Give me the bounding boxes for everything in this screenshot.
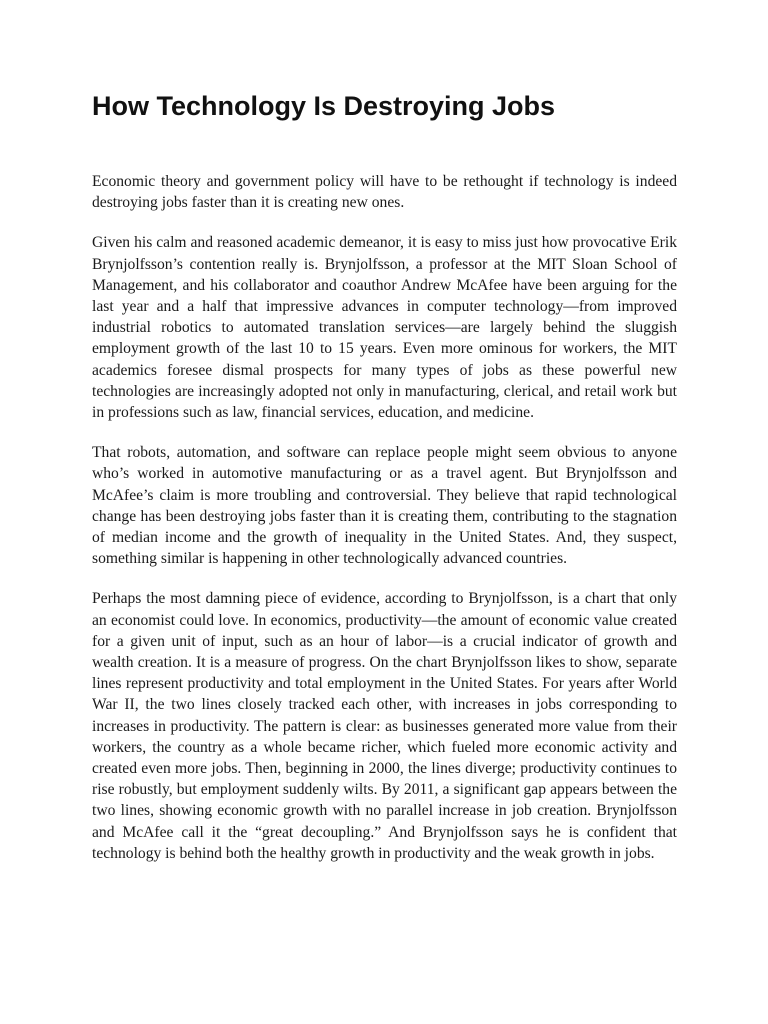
article-title: How Technology Is Destroying Jobs	[92, 91, 556, 121]
paragraph-intro: Economic theory and government policy will have to be rethought if technology is indeed destroying jobs faster than it is creating new ones.	[92, 173, 677, 212]
paragraph-brynjolfsson-contention: Given his calm and reasoned academic demeanor, it is easy to miss just how provocative Erik Brynjolfsson’s contention really is. Brynjolfsson, a professor at the MIT Sloan School of Management, and his collaborator and coauthor Andrew McAfee have been arguing for the last year and a half that impressive advances in computer technology—from improved industrial robotics to automated translation services—are largely behind the sluggish employment growth of the last 10 to 15 years. Even more ominous for workers, the MIT academics foresee dismal prospects for many types of jobs as these powerful new technologies are increasingly adopted not only in manufacturing, clerical, and retail work but in professions such as law, financial services, education, and medicine.	[92, 234, 677, 422]
article-body	[92, 171, 677, 883]
paragraph-robots-automation: That robots, automation, and software can replace people might seem obvious to anyone who’s worked in automotive manufacturing or as a travel agent. But Brynjolfsson and McAfee’s claim is more troubling and controversial. They believe that rapid technological change has been destroying jobs faster than it is creating them, contributing to the stagnation of median income and the growth of inequality in the United States. And, they suspect, something similar is happening in other technologically advanced countries.	[92, 444, 677, 568]
paragraph-great-decoupling: Perhaps the most damning piece of evidence, according to Brynjolfsson, is a chart that only an economist could love. In economics, productivity—the amount of economic value created for a given unit of input, such as an hour of labor—is a crucial indicator of growth and wealth creation. It is a measure of progress. On the chart Brynjolfsson likes to show, separate lines represent productivity and total employment in the United States. For years after World War II, the two lines closely tracked each other, with increases in jobs corresponding to increases in productivity. The pattern is clear: as businesses generated more value from their workers, the country as a whole became richer, which fueled more economic activity and created even more jobs. Then, beginning in 2000, the lines diverge; productivity continues to rise robustly, but employment suddenly wilts. By 2011, a significant gap appears between the two lines, showing economic growth with no parallel increase in job creation. Brynjolfsson and McAfee call it the “great decoupling.” And Brynjolfsson says he is confident that technology is behind both the healthy growth in productivity and the weak growth in jobs.	[92, 590, 677, 862]
